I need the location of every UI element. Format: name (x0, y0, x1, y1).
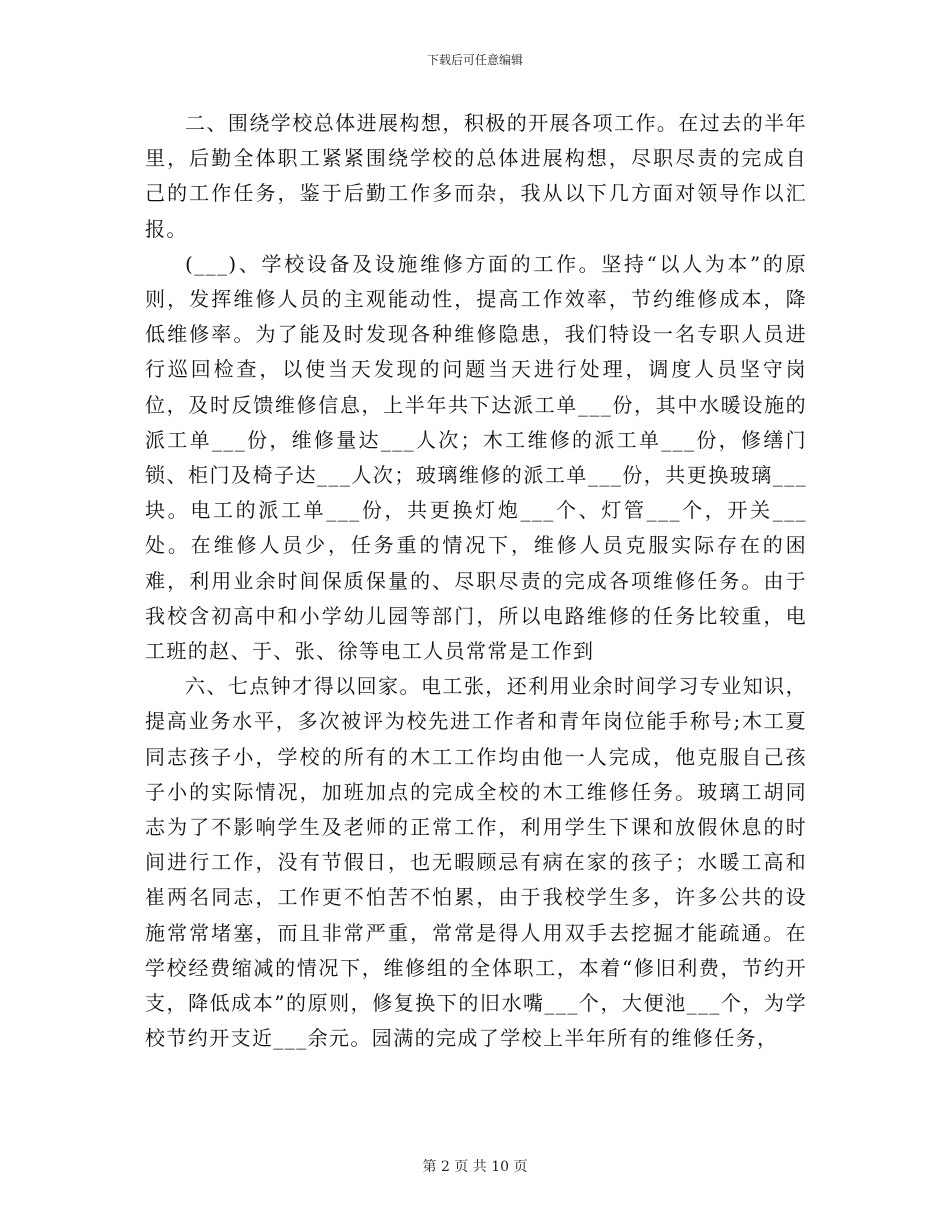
paragraph-overview: 二、围绕学校总体进展构想，积极的开展各项工作。在过去的半年里，后勤全体职工紧紧围绕学校的总体进展构想，尽职尽责的完成自己的工作任务，鉴于后勤工作多而杂，我从以下几方面对领导作以汇报。 (145, 111, 807, 241)
paragraph-maintenance: (___)、学校设备及设施维修方面的工作。坚持“以人为本”的原则，发挥维修人员的主观能动性，提高工作效率，节约维修成本，降低维修率。为了能及时发现各种维修隐患，我们特设一名专职人员进行巡回检查，以使当天发现的问题当天进行处理，调度人员坚守岗位，及时反馈维修信息，上半年共下达派工单___份，其中水暖设施的派工单___份，维修量达___人次；木工维修的派工单___份，修缮门锁、柜门及椅子达___人次；玻璃维修的派工单___份，共更换玻璃___块。电工的派工单___份，共更换灯炮___个、灯管___个，开关___处。在维修人员少，任务重的情况下，维修人员克服实际存在的困难，利用业余时间保质保量的、尽职尽责的完成各项维修任务。由于我校含初高中和小学幼儿园等部门，所以电路维修的任务比较重，电工班的赵、于、张、徐等电工人员常常是工作到 (145, 251, 807, 664)
paragraph-staff: 六、七点钟才得以回家。电工张，还利用业余时间学习专业知识，提高业务水平，多次被评为校先进工作者和青年岗位能手称号;木工夏同志孩子小，学校的所有的木工工作均由他一人完成，他克服自己孩子小的实际情况，加班加点的完成全校的木工维修任务。玻璃工胡同志为了不影响学生及老师的正常工作，利用学生下课和放假休息的时间进行工作，没有节假日，也无暇顾忌有病在家的孩子；水暖工高和崔两名同志，工作更不怕苦不怕累，由于我校学生多，许多公共的设施常常堵塞，而且非常严重，常常是得人用双手去挖掘才能疏通。在学校经费缩减的情况下，维修组的全体职工，本着“修旧利费，节约开支，降低成本”的原则，修复换下的旧水嘴___个，大便池___个，为学校节约开支近___余元。园满的完成了学校上半年所有的维修任务， (145, 674, 807, 1051)
page-number: 第 2 页 共 10 页 (422, 1159, 528, 1175)
page-header: 下载后可任意编辑 (426, 53, 523, 67)
document-body (145, 106, 807, 1056)
